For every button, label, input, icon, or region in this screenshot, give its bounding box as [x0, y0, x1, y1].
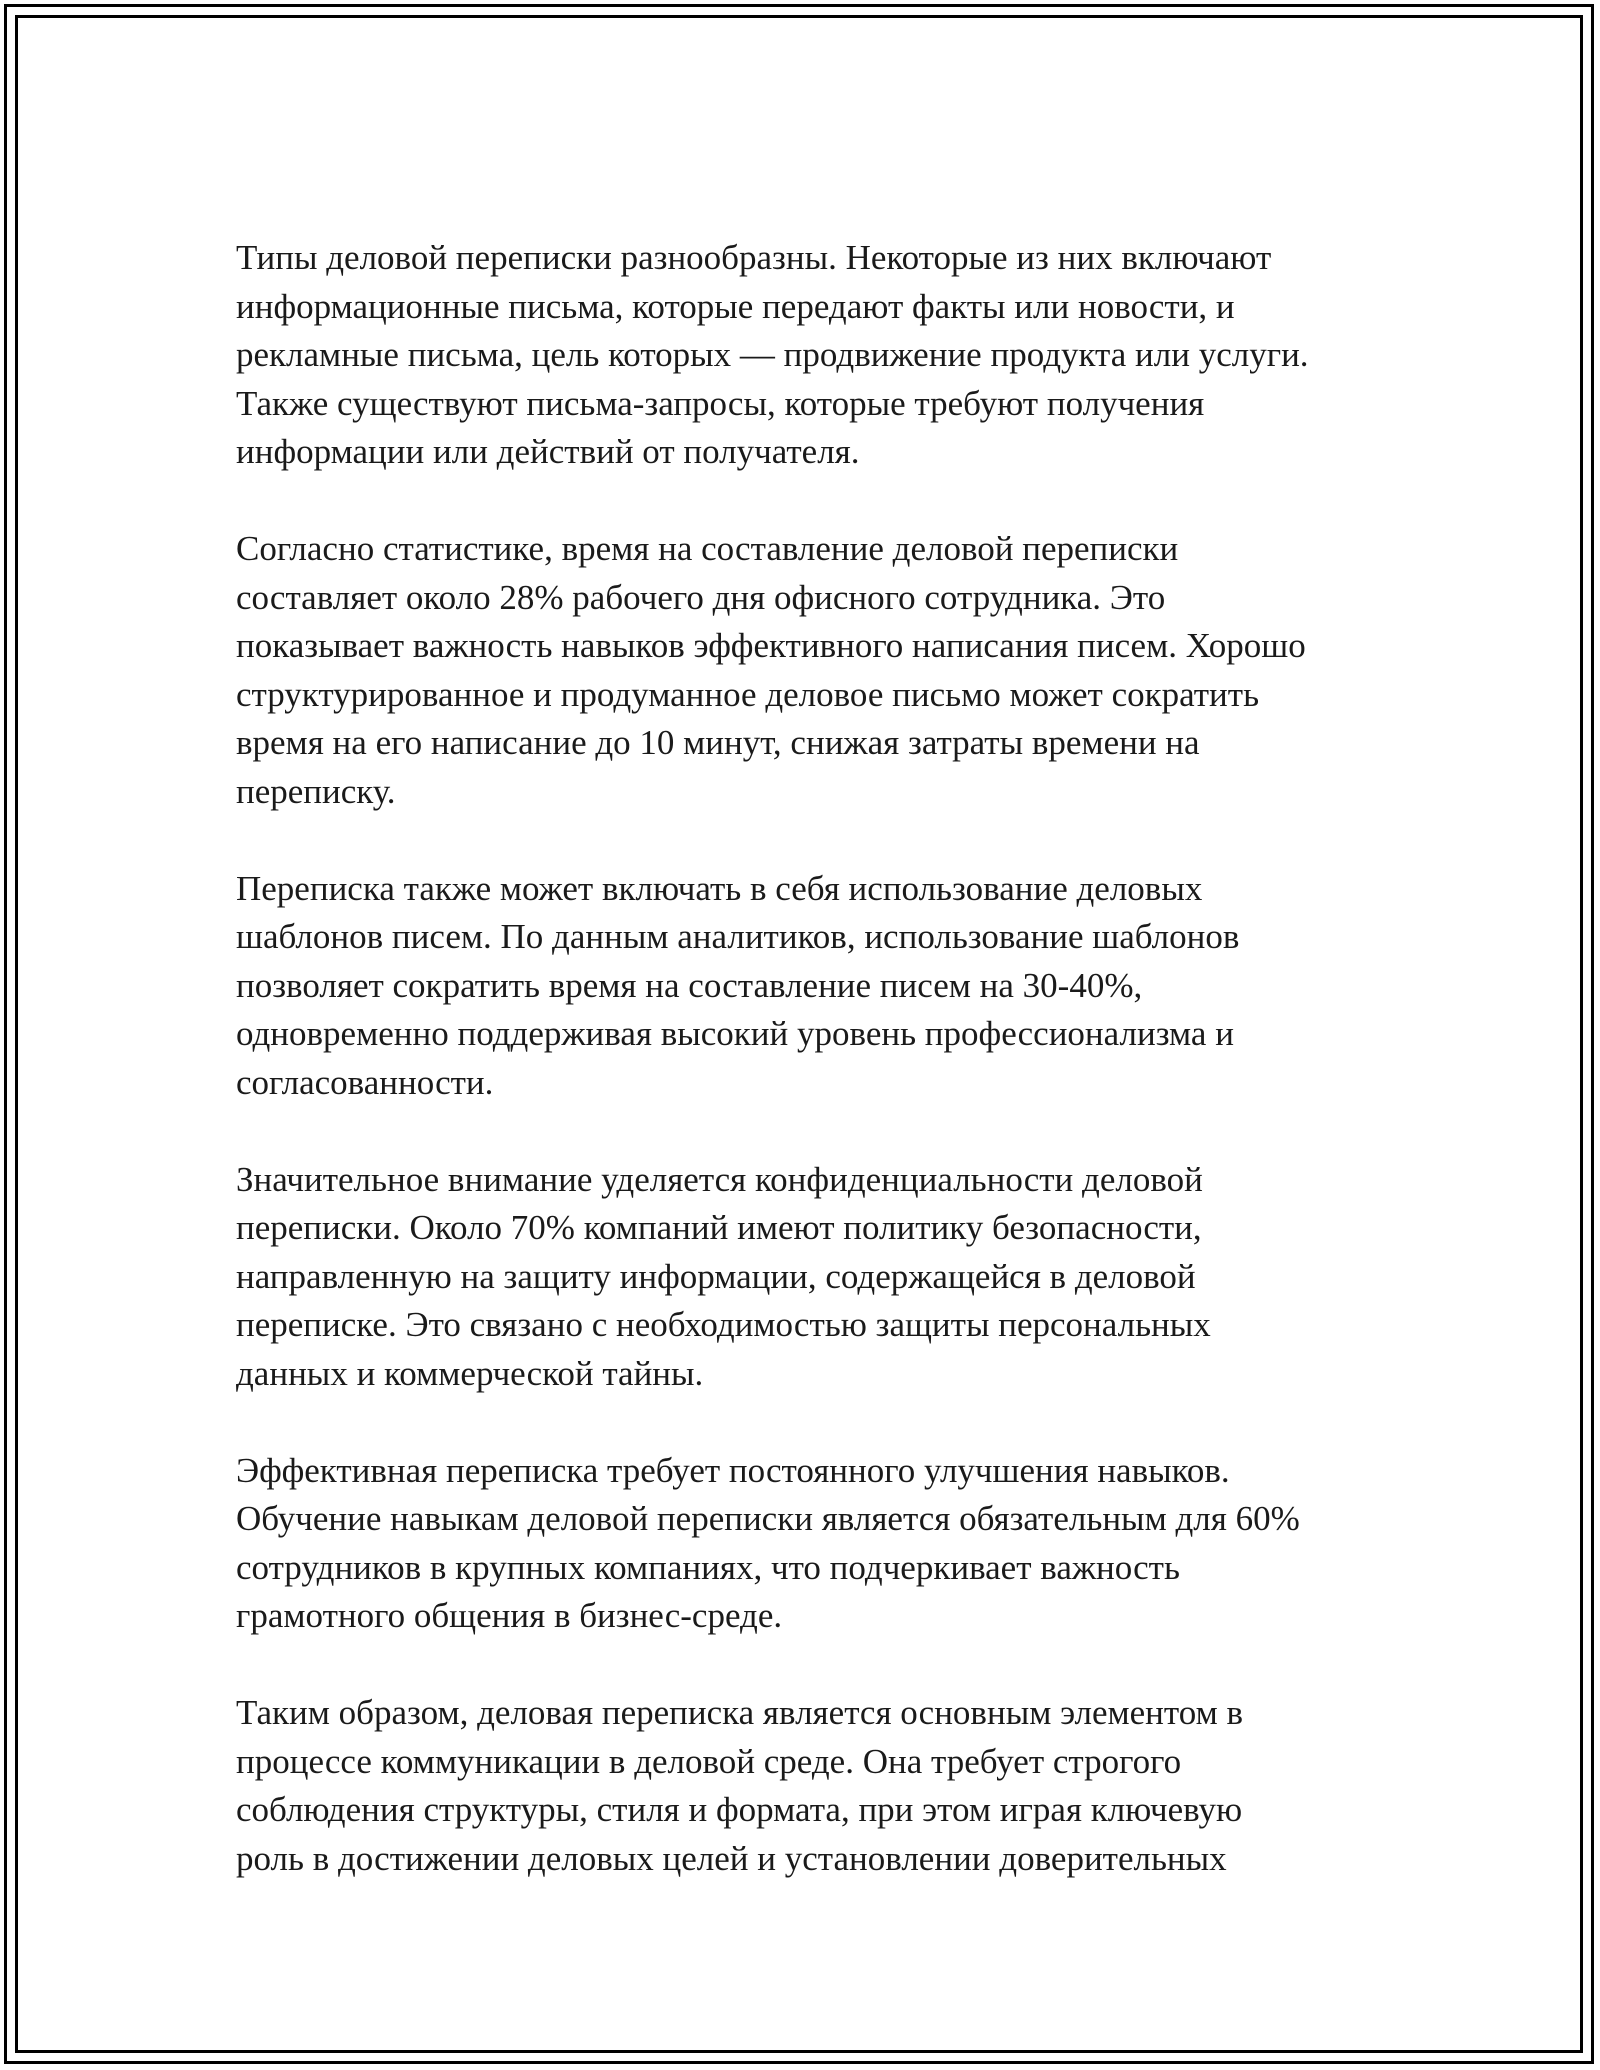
paragraph-training: Эффективная переписка требует постоянного улучшения навыков. Обучение навыкам деловой переписки является обязательным для 60% сотрудников в крупных компаниях, что подчеркивает важность грамотного общения в бизнес-среде.	[236, 1450, 1300, 1635]
document-body	[236, 234, 1386, 1883]
paragraph-statistics: Согласно статистике, время на составление деловой переписки составляет около 28% рабочего дня офисного сотрудника. Это показывает важность навыков эффективного написания писем. Хорошо структурированное и продуманное деловое письмо может сократить время на его написание до 10 минут, снижая затраты времени на переписку.	[236, 529, 1306, 811]
paragraph-templates: Переписка также может включать в себя использование деловых шаблонов писем. По данным аналитиков, использование шаблонов позволяет сократить время на составление писем на 30-40%, одновременно поддерживая высокий уровень профессионализма и согласованности.	[236, 868, 1240, 1102]
paragraph-conclusion: Таким образом, деловая переписка является основным элементом в процессе коммуникации в деловой среде. Она требует строгого соблюдения структуры, стиля и формата, при этом играя ключевую роль в достижении деловых целей и установлении доверительных	[236, 1693, 1244, 1878]
paragraph-letter-types: Типы деловой переписки разнообразны. Некоторые из них включают информационные письма, которые передают факты или новости, и рекламные письма, цель которых — продвижение продукта или услуги. Также существуют письма-запросы, которые требуют получения информации или действий от получателя.	[236, 238, 1309, 471]
paragraph-confidentiality: Значительное внимание уделяется конфиденциальности деловой переписки. Около 70% компаний имеют политику безопасности, направленную на защиту информации, содержащейся в деловой переписке. Это связано с необходимостью защиты персональных данных и коммерческой тайны.	[236, 1159, 1211, 1393]
